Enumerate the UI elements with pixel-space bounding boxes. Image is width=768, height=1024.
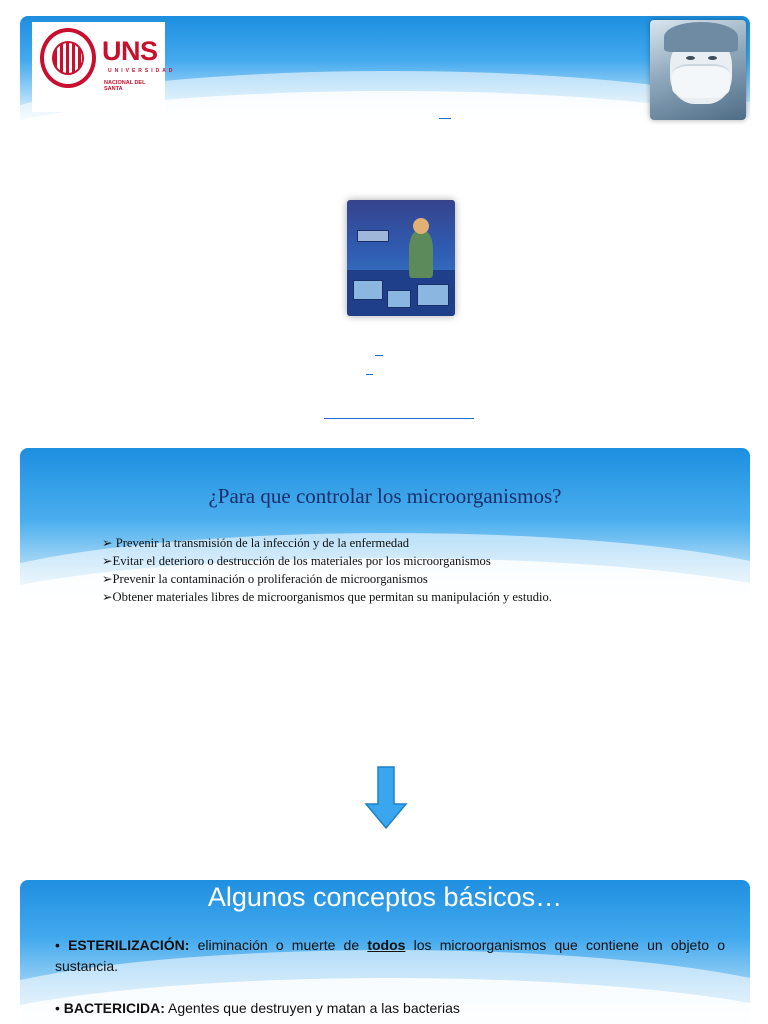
down-arrow-icon <box>364 766 408 830</box>
slide-2-title: ¿Para que controlar los microorganismos? <box>208 484 562 508</box>
surgeon-mask-photo <box>650 20 746 120</box>
list-item: ➢ Prevenir la transmisión de la infección y de la enfermedad <box>102 536 410 550</box>
definition-text: eliminación o muerte de <box>189 937 368 953</box>
emphasis-word: todos <box>367 937 406 953</box>
slide-3-title: Algunos conceptos básicos… <box>207 882 563 912</box>
bullet: • <box>55 937 69 953</box>
link-underline <box>439 118 451 119</box>
logo-name: UNS <box>102 36 158 66</box>
logo-university: NACIONAL DEL SANTA <box>104 80 146 92</box>
definition-bactericide <box>55 998 725 1019</box>
list-item: ➢Prevenir la contaminación o proliferación de microorganismos <box>102 572 428 586</box>
reasons-list <box>102 534 552 606</box>
cartoon-illustration <box>347 200 455 316</box>
link-underline <box>324 418 474 419</box>
definition-sterilization <box>55 935 725 977</box>
link-underline <box>366 374 373 375</box>
university-seal-icon <box>40 28 96 88</box>
slide-2 <box>20 448 750 868</box>
list-item: ➢Evitar el deterioro o destrucción de los materiales por los microorganismos <box>102 554 491 568</box>
bullet: • <box>55 1000 64 1016</box>
uns-logo <box>32 22 176 112</box>
definition-text: los microorganismos que contiene un objeto o sustancia. <box>55 937 725 974</box>
slide-1 <box>20 16 750 436</box>
definition-text: Agentes que destruyen y matan a las bacterias <box>164 1000 460 1016</box>
logo-subtitle: UNIVERSIDAD <box>108 68 176 74</box>
list-item: ➢Obtener materiales libres de microorganismos que permitan su manipulación y estudio. <box>102 590 552 604</box>
slide-3 <box>20 880 750 1024</box>
link-underline <box>375 355 383 356</box>
term: ESTERILIZACIÓN: <box>68 937 190 953</box>
term: BACTERICIDA: <box>63 1000 165 1016</box>
